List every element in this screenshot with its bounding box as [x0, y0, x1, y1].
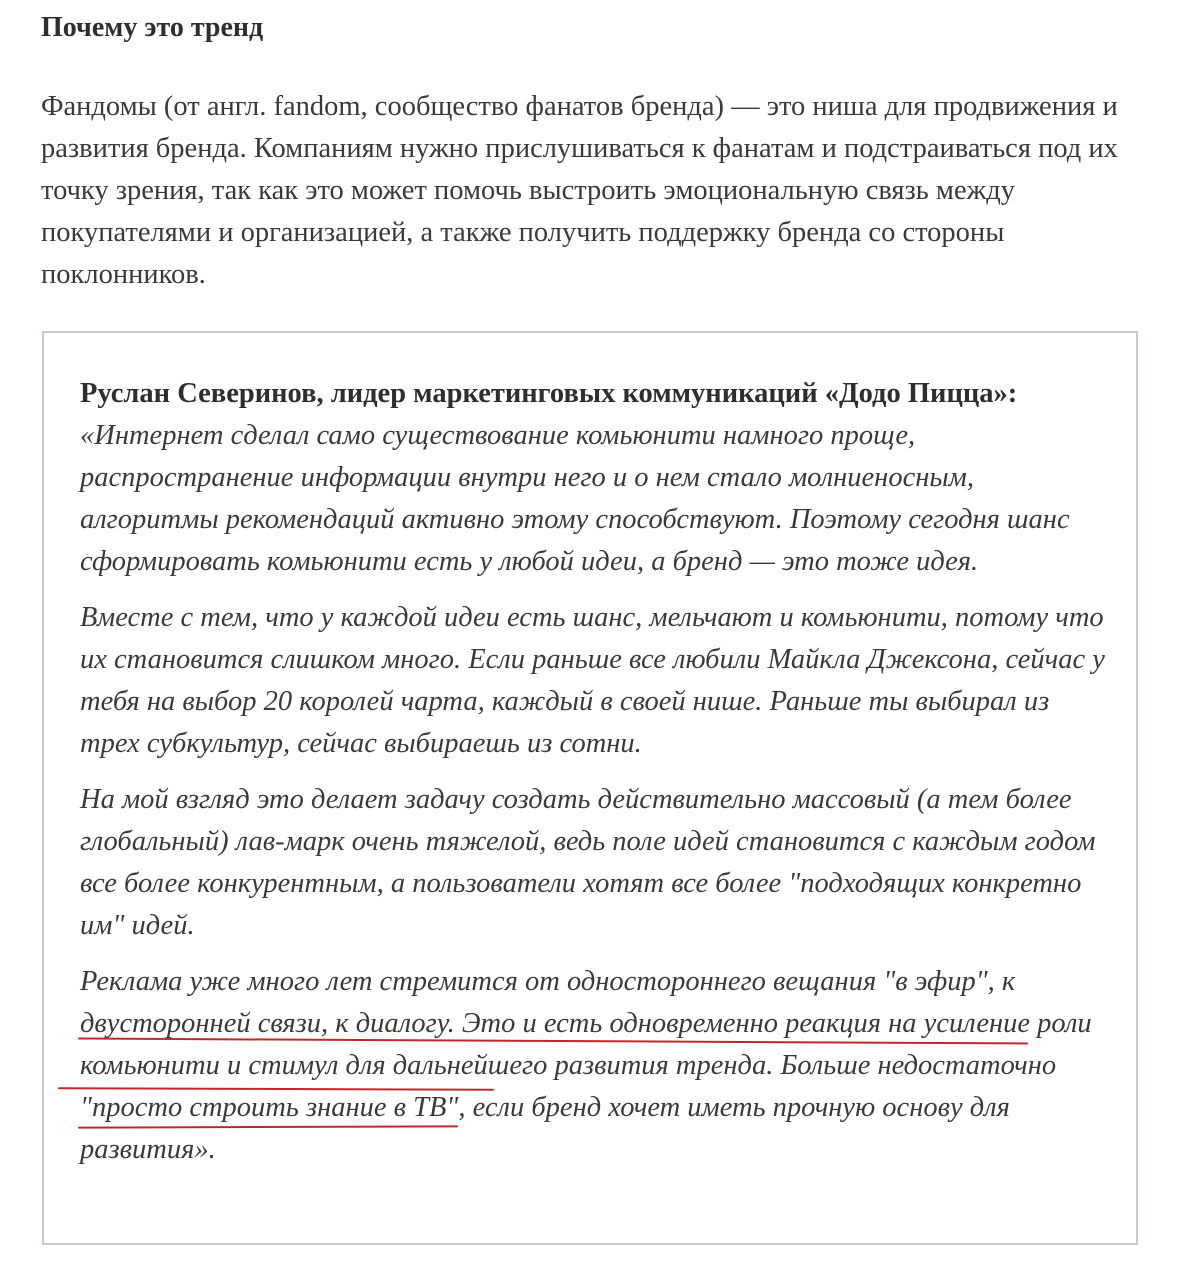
quote-author: Руслан Северинов, лидер маркетинговых коммуникаций «Додо Пицца»: [80, 378, 1018, 409]
quote-paragraph-4: Реклама уже много лет стремится от одностороннего вещания "в эфир", к двусторонней связи, к диалогу. Это и есть одновременно реакция на усиление роли комьюнити и стимул для дальнейшего развития тренда. Больше недостаточно "просто строить знание в ТВ", если бренд хочет иметь прочную основу для развития». [80, 966, 1092, 1165]
quote-paragraph-1 [80, 373, 1110, 583]
quote-paragraph-3: На мой взгляд это делает задачу создать действительно массовый (а тем более глобальный) лав-марк очень тяжелой, ведь поле идей становится с каждым годом все более конкурентным, а пользователи хотят все более "подходящих конкретно им" идей. [80, 784, 1096, 941]
quote-box [42, 331, 1138, 1245]
quote-paragraph-2: Вместе с тем, что у каждой идеи есть шанс, мельчают и комьюнити, потому что их становится слишком много. Если раньше все любили Майкла Джексона, сейчас у тебя на выбор 20 королей чарта, каждый в своей нише. Раньше ты выбирал из трех субкультур, сейчас выбираешь из сотни. [80, 602, 1105, 759]
quote-content [80, 373, 1110, 1185]
section-heading: Почему это тренд [41, 12, 264, 43]
quote-text-1: «Интернет сделал само существование комьюнити намного проще, распространение информации внутри него и о нем стало молниеносным, алгоритмы рекомендаций активно этому способствуют. Поэтому сегодня шанс сформировать комьюнити есть у любой идеи, а бренд — это тоже идея. [80, 420, 1070, 577]
intro-paragraph: Фандомы (от англ. fandom, сообщество фанатов бренда) — это ниша для продвижения и развития бренда. Компаниям нужно прислушиваться к фанатам и подстраиваться под их точку зрения, так как это может помочь выстроить эмоциональную связь между покупателями и организацией, а также получить поддержку бренда со стороны поклонников. [41, 91, 1118, 290]
